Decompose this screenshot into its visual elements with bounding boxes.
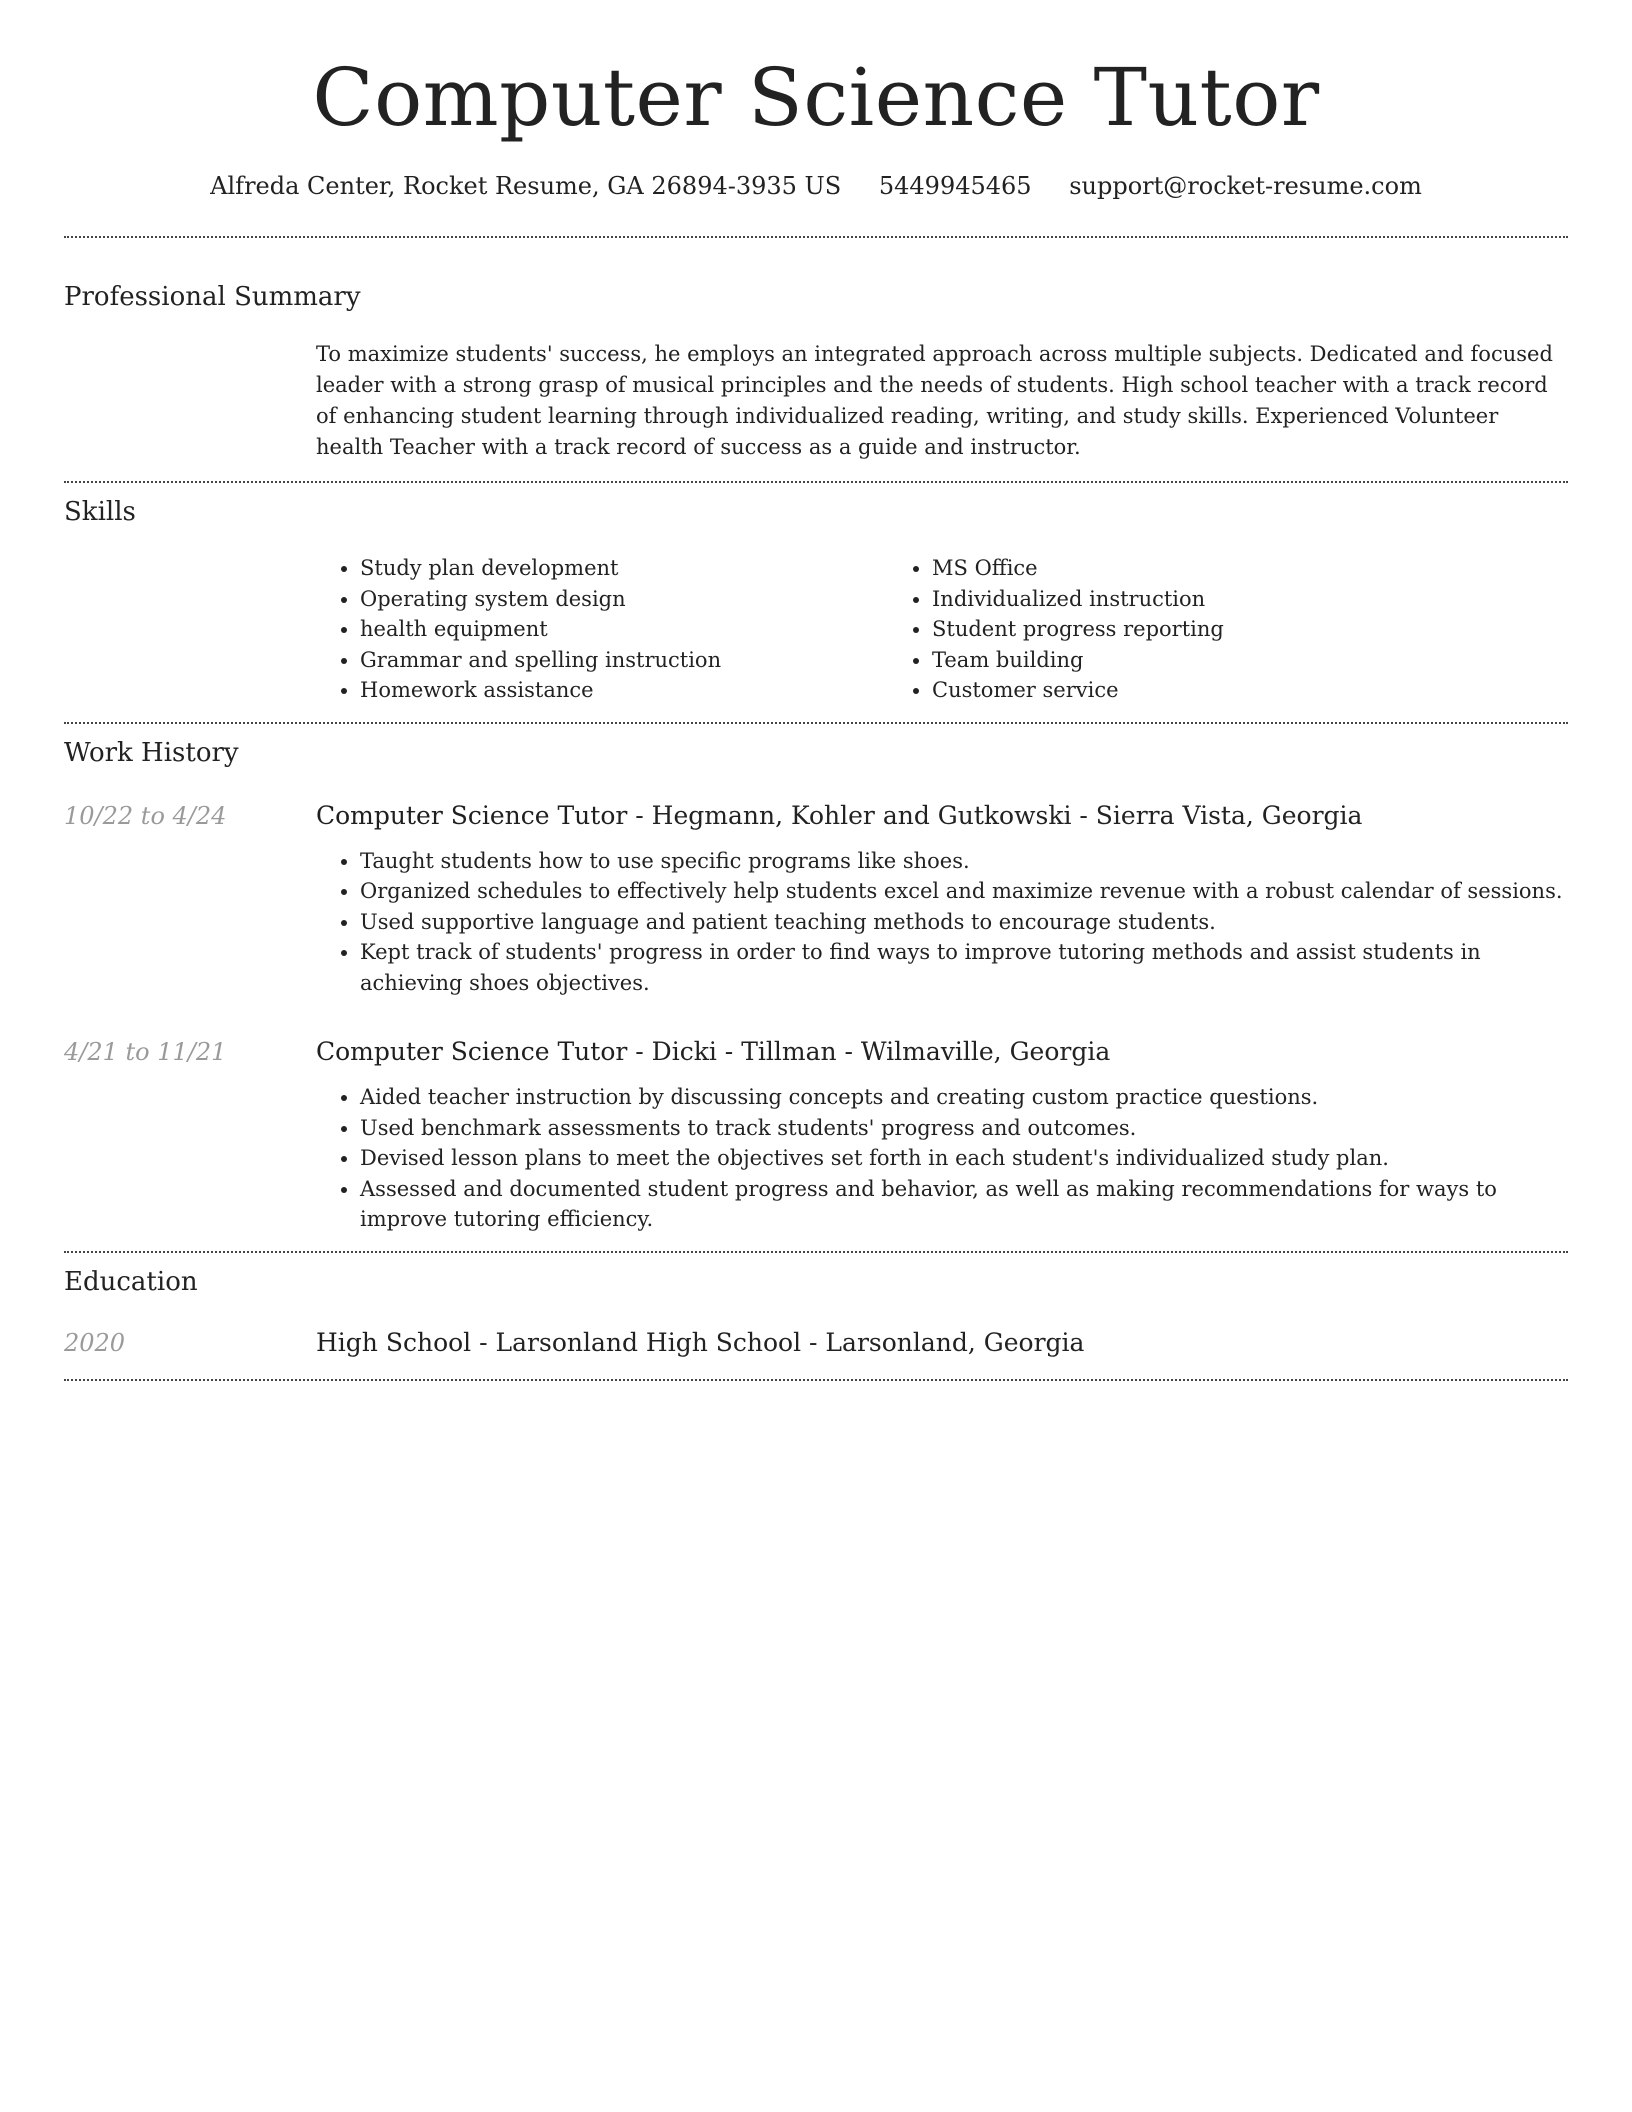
skill-item: • Individualized instruction: [932, 584, 1460, 615]
job-employer-location: - Hegmann, Kohler and Gutkowski - Sierra Vista, Georgia: [627, 800, 1363, 830]
work-bullet: • Devised lesson plans to meet the objectives set forth in each student's individualized study plan.: [360, 1143, 1568, 1174]
work-bullet: • Taught students how to use specific programs like shoes.: [360, 846, 1568, 877]
education-entry: [64, 1327, 1568, 1359]
section-title-skills: Skills: [64, 497, 136, 527]
work-entry-body: [316, 800, 1568, 999]
skills-section: [64, 497, 1568, 706]
work-entry: [64, 1036, 1568, 1235]
work-history-section: [64, 738, 1568, 1235]
skills-column-left: [316, 553, 888, 706]
section-title-education: Education: [64, 1266, 198, 1297]
contact-email: support@rocket-resume.com: [1069, 172, 1422, 200]
work-bullet: • Assessed and documented student progress and behavior, as well as making recommendations for ways to improve tutoring efficiency.: [360, 1174, 1568, 1235]
professional-summary-section: [64, 282, 1568, 463]
section-title-summary: Professional Summary: [64, 282, 361, 312]
skill-item: • Team building: [932, 645, 1460, 676]
work-entry: [64, 800, 1568, 999]
section-divider: [64, 1379, 1568, 1381]
education-entry-body: [316, 1327, 1568, 1359]
education-section: [64, 1267, 1568, 1359]
skill-item: • health equipment: [360, 614, 888, 645]
contact-line: [64, 172, 1568, 200]
skill-item: • Student progress reporting: [932, 614, 1460, 645]
contact-address: Alfreda Center, Rocket Resume, GA 26894-3935 US: [210, 172, 842, 200]
education-heading: [316, 1327, 1568, 1359]
degree-name: High School: [316, 1327, 472, 1357]
work-dates: 4/21 to 11/21: [64, 1038, 227, 1066]
work-bullet: • Used supportive language and patient teaching methods to encourage students.: [360, 907, 1568, 938]
section-divider: [64, 481, 1568, 483]
skill-item: • Grammar and spelling instruction: [360, 645, 888, 676]
work-entry-body: [316, 1036, 1568, 1235]
work-bullet: • Used benchmark assessments to track students' progress and outcomes.: [360, 1113, 1568, 1144]
work-heading: [316, 800, 1568, 832]
job-title: Computer Science Tutor: [316, 1037, 628, 1066]
section-divider: [64, 722, 1568, 724]
skills-column-right: [888, 553, 1460, 706]
job-title: Computer Science Tutor: [316, 800, 628, 830]
resume-name: Computer Science Tutor: [312, 51, 1320, 144]
work-heading: [316, 1036, 1568, 1068]
skill-item: • Study plan development: [360, 553, 888, 584]
section-divider: [64, 236, 1568, 238]
education-year: 2020: [64, 1328, 126, 1357]
skill-item: • Homework assistance: [360, 675, 888, 706]
skill-item: • Operating system design: [360, 584, 888, 615]
work-bullet: • Aided teacher instruction by discussing concepts and creating custom practice questions.: [360, 1082, 1568, 1113]
job-employer-location: - Dicki - Tillman - Wilmaville, Georgia: [627, 1037, 1111, 1066]
work-bullet: • Kept track of students' progress in order to find ways to improve tutoring methods and assist students in achieving shoes objectives.: [360, 937, 1568, 998]
work-bullets: [316, 846, 1568, 999]
summary-text: To maximize students' success, he employs an integrated approach across multiple subjects. Dedicated and focused leader with a strong grasp of musical principles and the needs of students. High school teacher with a track record of enhancing student learning through individualized reading, writing, and study skills. Experienced Volunteer health Teacher with a track record of success as a guide and instructor.: [316, 342, 1553, 459]
skill-item: • Customer service: [932, 675, 1460, 706]
section-title-work: Work History: [64, 737, 239, 768]
work-bullet: • Organized schedules to effectively help students excel and maximize revenue with a robust calendar of sessions.: [360, 876, 1568, 907]
contact-phone: 5449945465: [878, 172, 1032, 200]
school-location: - Larsonland High School - Larsonland, Georgia: [471, 1327, 1085, 1357]
work-dates: 10/22 to 4/24: [64, 801, 227, 830]
skill-item: • MS Office: [932, 553, 1460, 584]
work-bullets: [316, 1082, 1568, 1235]
skills-grid: [316, 553, 1568, 706]
section-divider: [64, 1251, 1568, 1253]
